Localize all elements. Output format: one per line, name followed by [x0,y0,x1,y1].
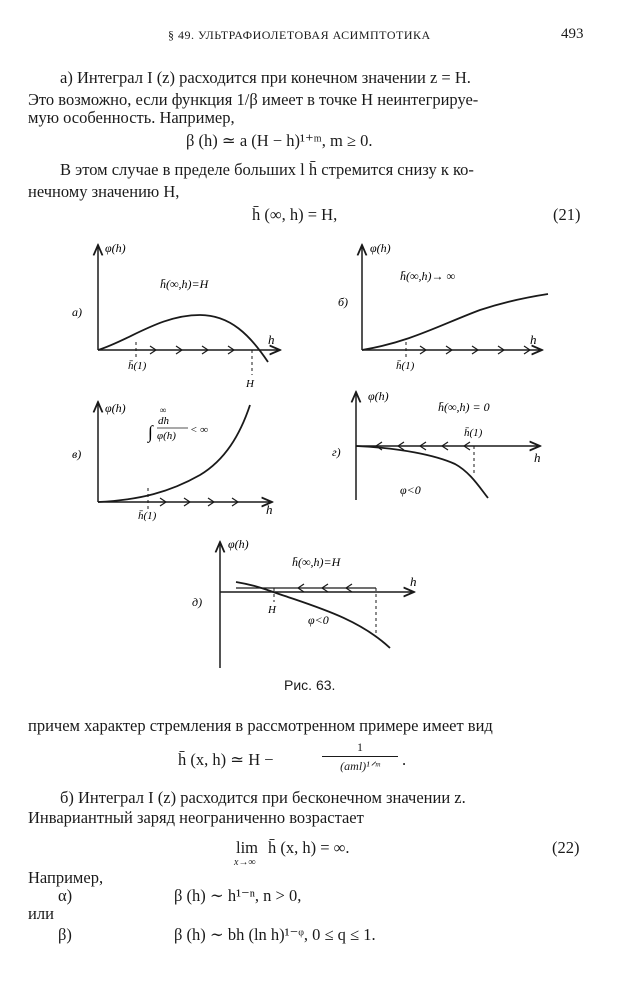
equation-number-22: (22) [552,838,580,857]
panel-d-label: д) [192,595,203,609]
panel-g-ylabel: φ(h) [368,389,389,403]
panel-d-ylabel: φ(h) [228,537,249,551]
figure-63 [60,230,580,675]
panel-v-label: в) [72,447,82,461]
panel-a-label: а) [72,305,82,319]
panel-d-phi-note: φ<0 [308,613,329,627]
panel-g-phi-note: φ<0 [400,483,421,497]
examples-intro: Например, [28,868,104,887]
running-header: § 49. УЛЬТРАФИОЛЕТОВАЯ АСИМПТОТИКА [168,28,431,42]
formula-21: h̄ (∞, h) = H, [252,205,338,224]
panel-d-tick1-label: H [268,604,276,616]
formula-char-fraction-line [322,756,398,757]
paragraph-limit-line2: нечному значению H, [28,182,180,201]
equation-number-21: (21) [553,205,581,224]
formula-char-den: (aml)¹ᐟᵐ [340,759,380,773]
page-number: 493 [561,26,584,42]
panel-b-curve [362,294,548,350]
formula-lim: lim [236,838,259,857]
formula-beta-a: β (h) ≃ a (H − h)¹⁺ᵐ, m ≥ 0. [186,131,373,150]
panel-v [72,401,273,522]
panel-v-tick1-label: h̄(1) [138,510,157,522]
panel-a-note: h̄(∞,h)=H [160,277,209,291]
panel-v-integral-sign: ∫ [148,422,153,442]
panel-g-xlabel: h [534,450,541,465]
formula-char-left: h̄ (x, h) ≃ H − [178,750,274,769]
panel-g-curve [356,446,488,498]
panel-d-note: h̄(∞,h)=H [292,555,341,569]
panel-d-xlabel: h [410,574,417,589]
panel-g [332,389,541,500]
formula-lim-sub: x→∞ [234,857,256,868]
panel-a-tick1-label: h̄(1) [128,360,147,372]
panel-d [192,537,417,668]
panel-v-note-int: ∞ [160,405,167,415]
paragraph-a-line3: мую особенность. Например, [28,108,235,127]
panel-g-tick1-label: h̄(1) [464,427,483,439]
panel-b-label: б) [338,295,349,309]
panel-a-xlabel: h [268,332,275,347]
panel-a-tick2-label: H [246,378,254,390]
panel-b-ylabel: φ(h) [370,241,391,255]
panel-v-note-den: φ(h) [157,430,176,442]
panel-v-note-frac: dh [158,415,169,427]
panel-b-note: h̄(∞,h)→ ∞ [400,269,456,283]
panel-a-curve [98,315,268,362]
panel-v-xlabel: h [266,502,273,517]
paragraph-a-line2: Это возможно, если функция 1/β имеет в точке H неинтегрируе- [28,90,479,109]
examples-or: или [28,904,54,923]
panel-v-note-lt: < ∞ [190,424,209,436]
formula-char-num: 1 [357,740,363,754]
panel-v-curve [98,405,250,502]
example-beta-formula: β (h) ∼ bh (ln h)¹⁻ᵠ, 0 ≤ q ≤ 1. [174,925,376,944]
example-alpha-label: α) [58,886,73,905]
panel-b-xlabel: h [530,332,537,347]
panel-v-ylabel: φ(h) [105,401,126,415]
paragraph-char-line1: причем характер стремления в рассмотренном примере имеет вид [28,716,493,735]
figure-caption: Рис. 63. [284,677,336,693]
panel-g-note: h̄(∞,h) = 0 [438,400,490,414]
example-alpha-formula: β (h) ∼ h¹⁻ⁿ, n > 0, [174,886,302,905]
paragraph-b-line2: Инвариантный заряд неограниченно возрастает [28,808,364,827]
paragraph-a-line1: а) Интеграл I (z) расходится при конечном значении z = H. [60,68,471,87]
formula-22: h̄ (x, h) = ∞. [268,838,350,857]
panel-g-label: г) [332,445,341,459]
paragraph-limit-line1: В этом случае в пределе больших l h̄ стремится снизу к ко- [60,160,474,179]
panel-a [72,241,280,390]
example-beta-label: β) [58,925,72,944]
panel-a-ylabel: φ(h) [105,241,126,255]
paragraph-b-line1: б) Интеграл I (z) расходится при бесконечном значении z. [60,788,466,807]
panel-b [338,241,548,372]
formula-char-end: . [402,750,407,769]
panel-b-tick1-label: h̄(1) [396,360,415,372]
